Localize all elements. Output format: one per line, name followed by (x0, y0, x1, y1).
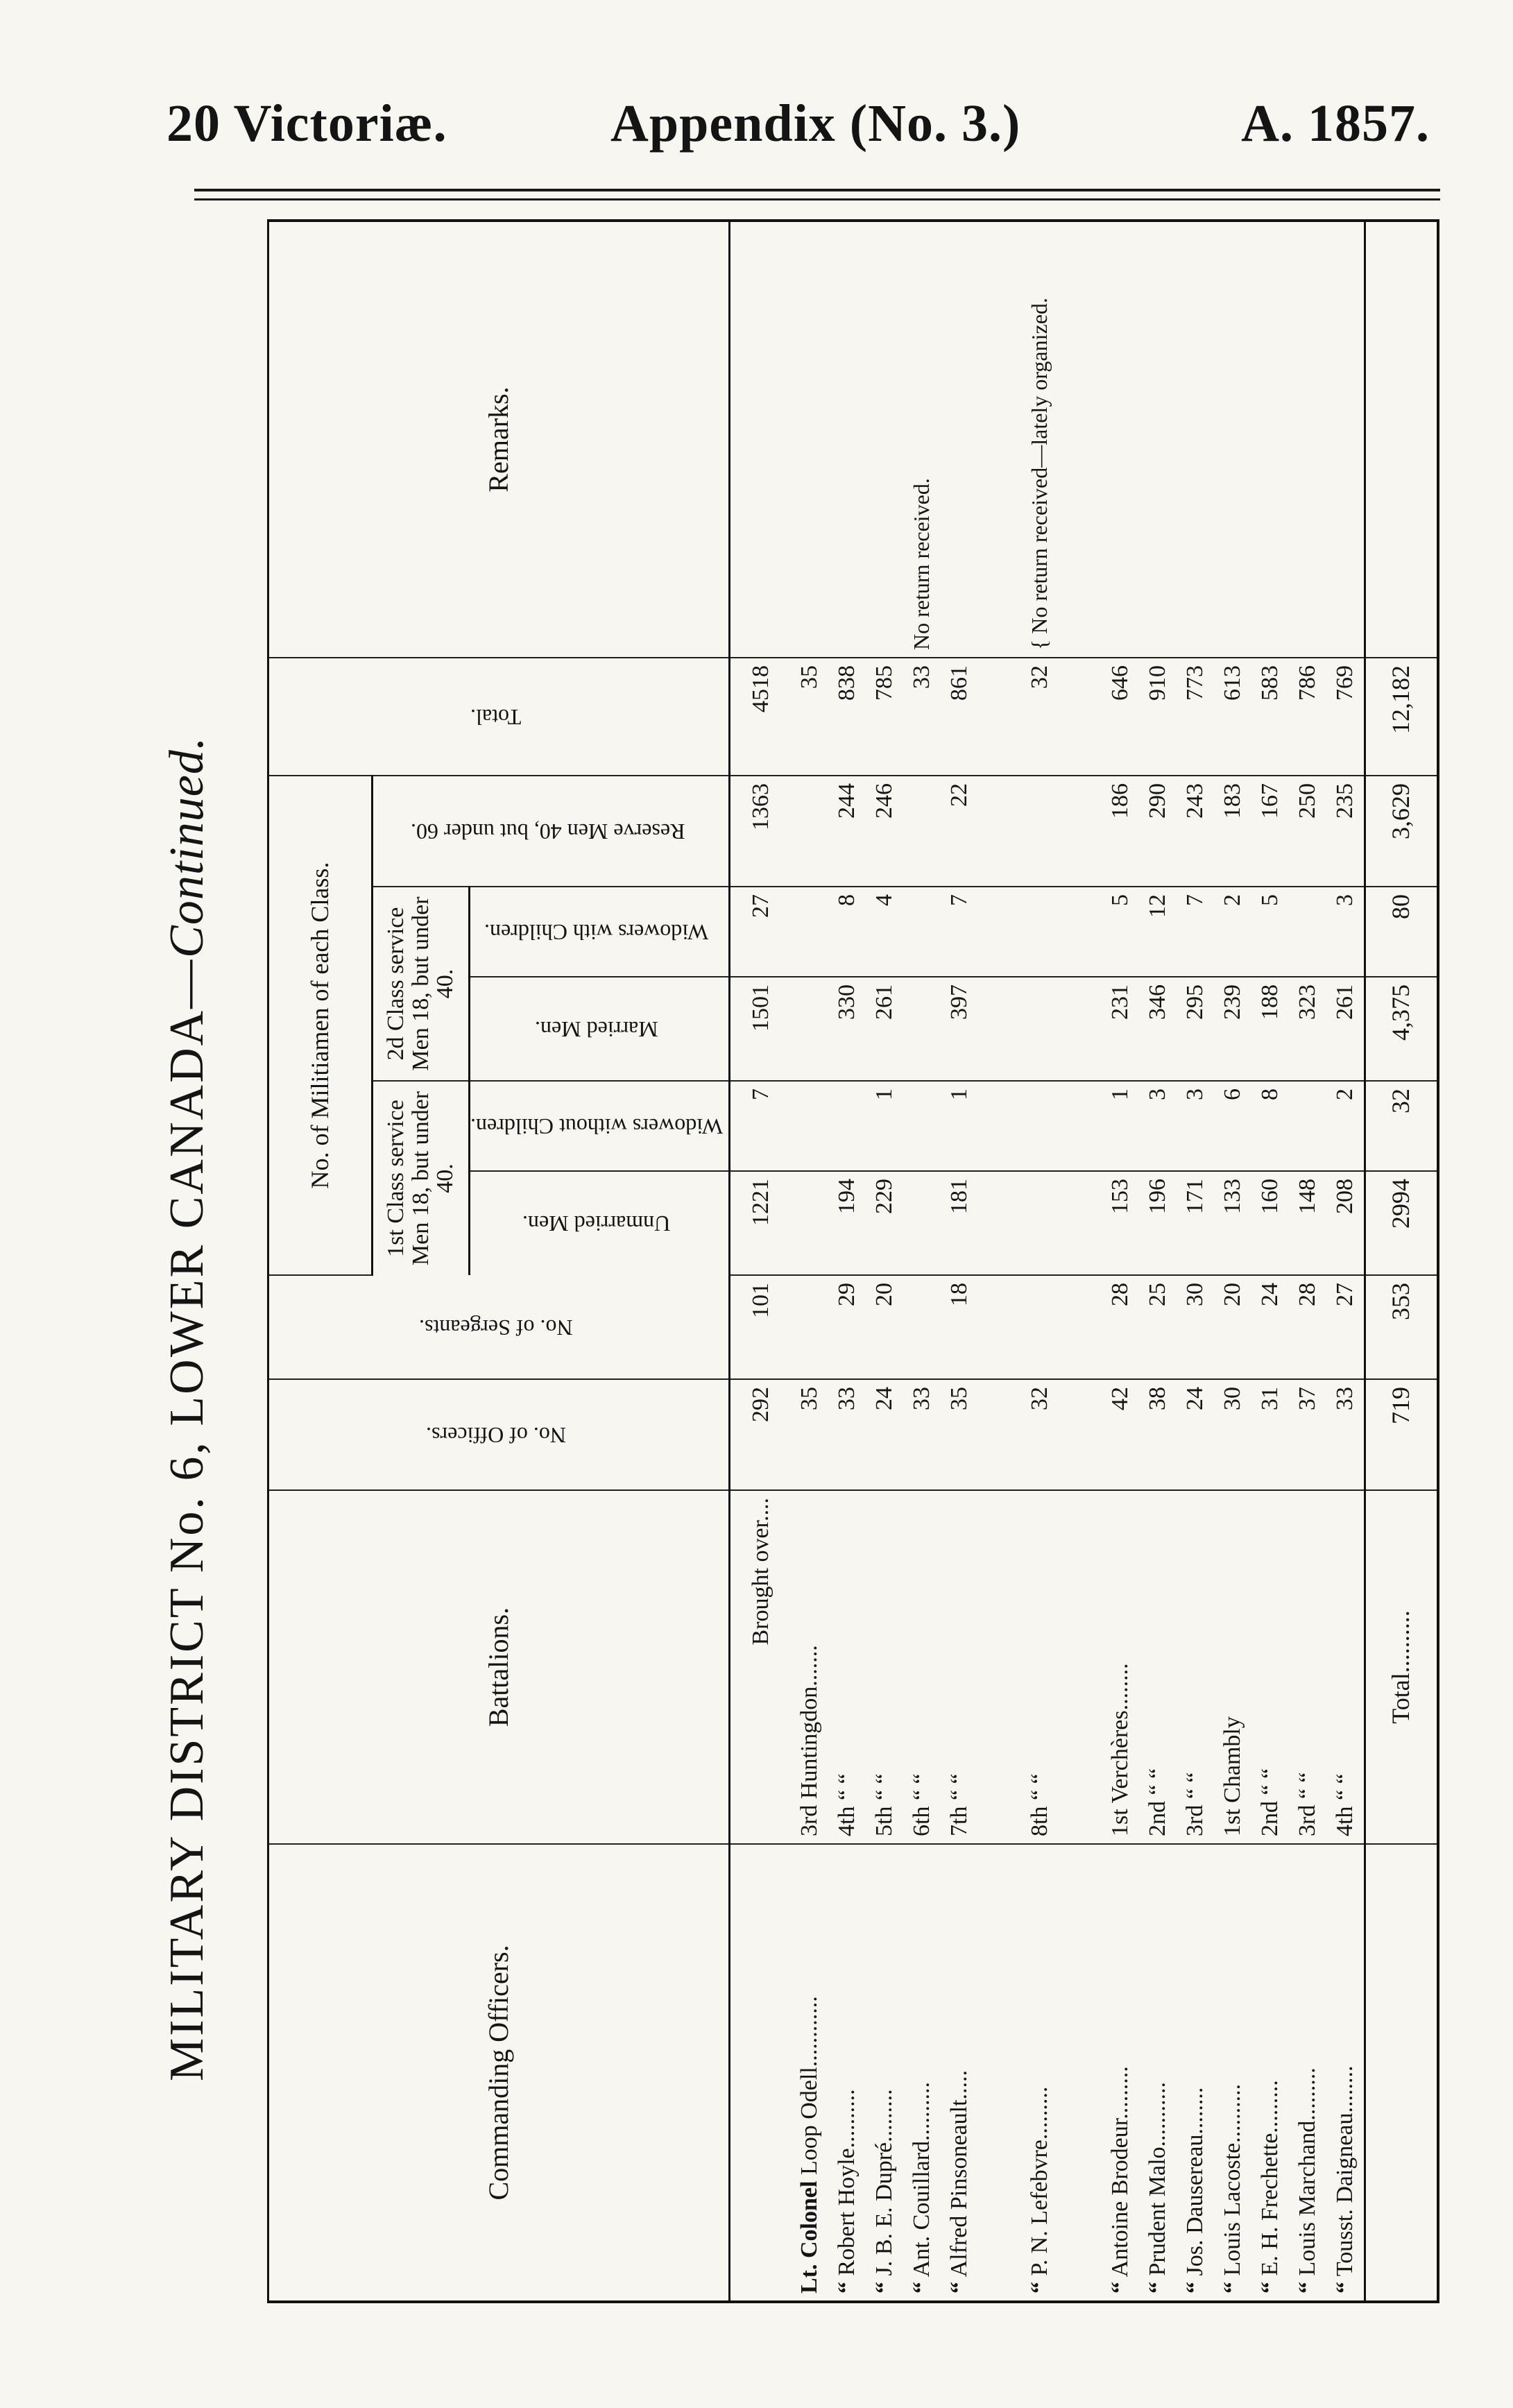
cell-unmarried: 153 (1102, 1171, 1139, 1275)
cell-total: 785 (866, 658, 903, 776)
battalion-cell (828, 1490, 866, 1844)
cell-unmarried: 229 (866, 1171, 903, 1275)
cell-sergeants: 28 (1102, 1275, 1139, 1379)
cell-unmarried: 208 (1326, 1171, 1365, 1275)
battalion-cell (1177, 1490, 1214, 1844)
col-no-officers-label: No. of Officers. (425, 1422, 566, 1448)
cell-married: 397 (941, 977, 978, 1081)
cell-married: 261 (1326, 977, 1365, 1081)
battalion-name: “ “ (871, 1773, 897, 1801)
officer-rank: “ (1257, 2282, 1283, 2294)
spacer-cell (978, 1171, 1021, 1275)
col-no-officers-header (268, 1379, 730, 1490)
col-battalions-header: Battalions. (268, 1490, 730, 1844)
battalion-name: “ “ (908, 1773, 934, 1801)
battalion-name: “ “ (1294, 1772, 1320, 1800)
officer-rank: “ (1332, 2282, 1358, 2294)
cell-total: 773 (1177, 658, 1214, 776)
battalion-cell (1102, 1490, 1139, 1844)
battalion-number: 4th (1332, 1806, 1358, 1836)
spacer-cell (978, 1844, 1021, 2302)
remarks-cell (1214, 221, 1251, 658)
total-sergeants: 353 (1365, 1275, 1438, 1379)
col-widowers-without-header (470, 1081, 730, 1171)
cell-officers: 33 (828, 1379, 866, 1490)
cell-w-without: 1 (866, 1081, 903, 1171)
cell-reserve (903, 776, 941, 887)
officer-rank: “ (1294, 2282, 1320, 2294)
battalion-number: 1st (1107, 1809, 1134, 1836)
battalion-number: 3rd (1182, 1804, 1208, 1836)
battalion-cell (729, 1490, 791, 1844)
remarks-cell (1177, 221, 1214, 658)
col-officers-header: Commanding Officers. (268, 1844, 730, 2302)
cell-officers: 32 (1021, 1379, 1059, 1490)
cell-unmarried: 196 (1139, 1171, 1177, 1275)
cell-married (1021, 977, 1059, 1081)
spacer-cell (1059, 977, 1102, 1081)
spacer-cell (1059, 1171, 1102, 1275)
officer-cell (791, 1844, 828, 2302)
spacer-cell (1059, 221, 1102, 658)
spacer-cell (1059, 776, 1102, 887)
cell-w-with: 3 (1326, 887, 1365, 977)
battalion-name: Huntingdon....... (796, 1645, 823, 1800)
battalion-number: 7th (946, 1806, 972, 1836)
battalion-cell (791, 1490, 828, 1844)
table-row (1251, 221, 1289, 2302)
officer-cell (1177, 1844, 1214, 2302)
cell-reserve (791, 776, 828, 887)
cell-unmarried: 1221 (729, 1171, 791, 1275)
remarks-cell: No return received. (903, 221, 941, 658)
cell-sergeants: 25 (1139, 1275, 1177, 1379)
battalion-cell (1214, 1490, 1251, 1844)
officer-name: Louis Lacoste.......... (1220, 2083, 1246, 2276)
officer-name: Prudent Malo........... (1145, 2081, 1171, 2276)
cell-total: 33 (903, 658, 941, 776)
col-unmarried-label: Unmarried Men. (522, 1211, 671, 1237)
officer-rank: Lt. Colonel (796, 2180, 823, 2294)
cell-sergeants: 29 (828, 1275, 866, 1379)
col-total-label: Total. (470, 704, 522, 730)
cell-total: 646 (1102, 658, 1139, 776)
cell-w-with: 27 (729, 887, 791, 977)
cell-total: 613 (1214, 658, 1251, 776)
officer-cell (1102, 1844, 1139, 2302)
officer-name: Alfred Pinsoneault..... (946, 2069, 972, 2278)
battalion-cell (866, 1490, 903, 1844)
officer-cell (903, 1844, 941, 2302)
title-continued: Continued. (160, 736, 214, 958)
cell-w-without (828, 1081, 866, 1171)
table-row (1214, 221, 1251, 2302)
spacer-cell (978, 1081, 1021, 1171)
title-main: MILITARY DISTRICT No. 6, LOWER CANADA— (160, 957, 214, 2081)
officer-name: J. B. E. Dupré......... (871, 2089, 897, 2276)
officer-name: Ant. Couillard.......... (908, 2081, 934, 2278)
spacer-cell (1059, 1844, 1102, 2302)
table-row (1059, 221, 1102, 2302)
cell-reserve: 183 (1214, 776, 1251, 887)
cell-unmarried: 171 (1177, 1171, 1214, 1275)
cell-married: 330 (828, 977, 866, 1081)
battalion-name: “ “ (1027, 1773, 1053, 1801)
cell-total: 786 (1289, 658, 1326, 776)
cell-reserve: 250 (1289, 776, 1326, 887)
cell-officers: 24 (1177, 1379, 1214, 1490)
cell-w-without: 1 (941, 1081, 978, 1171)
spacer-cell (978, 1275, 1021, 1379)
table-row (1021, 221, 1059, 2302)
cell-officers: 38 (1139, 1379, 1177, 1490)
spacer-cell (1059, 658, 1102, 776)
cell-sergeants: 28 (1289, 1275, 1326, 1379)
cell-w-with: 7 (1177, 887, 1214, 977)
officer-name: Louis Marchand......... (1294, 2067, 1320, 2276)
battalion-number: 1st (1220, 1809, 1246, 1836)
remarks-cell (791, 221, 828, 658)
header-rule-thin (194, 198, 1440, 200)
totals-row (1365, 221, 1438, 2302)
table-row (978, 221, 1021, 2302)
cell-married: 1501 (729, 977, 791, 1081)
col-reserve-label: Reserve Men 40, but under 60. (411, 819, 685, 844)
cell-married: 295 (1177, 977, 1214, 1081)
battalion-name: “ “ (1145, 1768, 1171, 1795)
battalion-cell (903, 1490, 941, 1844)
spacer-cell (978, 887, 1021, 977)
battalion-name: “ “ (1332, 1773, 1358, 1801)
cell-w-with: 2 (1214, 887, 1251, 977)
cell-reserve: 1363 (729, 776, 791, 887)
battalion-number: 8th (1027, 1806, 1053, 1836)
cell-w-without: 7 (729, 1081, 791, 1171)
rotated-table-container (267, 222, 1439, 2303)
officer-rank: “ (946, 2282, 972, 2294)
cell-married: 323 (1289, 977, 1326, 1081)
totals-remarks-cell (1365, 221, 1438, 658)
col-no-sergeants-header (268, 1275, 730, 1379)
battalion-number: 6th (908, 1806, 934, 1836)
officer-cell (1214, 1844, 1251, 2302)
cell-officers: 35 (791, 1379, 828, 1490)
officer-cell (828, 1844, 866, 2302)
officer-cell (1251, 1844, 1289, 2302)
cell-married: 239 (1214, 977, 1251, 1081)
col-widowers-with-label: Widowers with Children. (484, 919, 709, 945)
cell-officers: 35 (941, 1379, 978, 1490)
table-row (866, 221, 903, 2302)
battalion-number: 3rd (1294, 1804, 1320, 1836)
battalion-cell (1251, 1490, 1289, 1844)
cell-sergeants: 30 (1177, 1275, 1214, 1379)
cell-w-without (903, 1081, 941, 1171)
officer-rank: “ (1145, 2282, 1171, 2294)
cell-total: 32 (1021, 658, 1059, 776)
battalion-cell (1139, 1490, 1177, 1844)
total-total: 12,182 (1365, 658, 1438, 776)
cell-total: 35 (791, 658, 828, 776)
cell-officers: 42 (1102, 1379, 1139, 1490)
totals-empty-cell (1365, 1844, 1438, 2302)
militia-table (267, 219, 1439, 2303)
cell-w-without (791, 1081, 828, 1171)
table-row (1102, 221, 1139, 2302)
cell-w-with: 7 (941, 887, 978, 977)
cell-w-with: 8 (828, 887, 866, 977)
page-title (160, 486, 215, 2081)
cell-w-with (903, 887, 941, 977)
cell-w-without (1021, 1081, 1059, 1171)
officer-name: E. H. Frechette......... (1257, 2080, 1283, 2276)
spacer-cell (1059, 1081, 1102, 1171)
battalion-number: 5th (871, 1806, 897, 1836)
cell-sergeants: 20 (1214, 1275, 1251, 1379)
battalion-number: 3rd (796, 1804, 823, 1836)
col-no-sergeants-label: No. of Sergeants. (419, 1315, 573, 1340)
cell-reserve: 167 (1251, 776, 1289, 887)
spacer-cell (978, 221, 1021, 658)
remarks-cell (941, 221, 978, 658)
cell-reserve: 243 (1177, 776, 1214, 887)
battalion-number: 2nd (1145, 1801, 1171, 1836)
total-unmarried: 2994 (1365, 1171, 1438, 1275)
table-row (729, 221, 791, 2302)
col-reserve-header (373, 776, 730, 887)
cell-officers: 24 (866, 1379, 903, 1490)
remarks-cell (866, 221, 903, 658)
header-appendix: Appendix (No. 3.) (610, 94, 1021, 153)
cell-reserve: 246 (866, 776, 903, 887)
cell-unmarried: 133 (1214, 1171, 1251, 1275)
battalion-name: Chambly (1220, 1716, 1246, 1803)
cell-w-without: 8 (1251, 1081, 1289, 1171)
battalion-name: “ “ (1257, 1768, 1283, 1795)
col-remarks-header: Remarks. (268, 221, 730, 658)
cell-total: 769 (1326, 658, 1365, 776)
officer-name: Tousst. Daigneau........ (1332, 2065, 1358, 2277)
officer-rank: “ (908, 2282, 934, 2294)
cell-sergeants: 20 (866, 1275, 903, 1379)
officer-cell (1139, 1844, 1177, 2302)
cell-sergeants: 24 (1251, 1275, 1289, 1379)
col-group-header: No. of Militiamen of each Class. (268, 776, 373, 1275)
spacer-cell (978, 1379, 1021, 1490)
officer-cell (866, 1844, 903, 2302)
cell-total: 838 (828, 658, 866, 776)
table-row (1289, 221, 1326, 2302)
remarks-cell (1139, 221, 1177, 658)
table-body (729, 221, 1438, 2302)
remarks-cell (828, 221, 866, 658)
cell-total: 910 (1139, 658, 1177, 776)
spacer-cell (1059, 1490, 1102, 1844)
officer-cell (941, 1844, 978, 2302)
battalion-name: “ “ (946, 1773, 972, 1801)
cell-w-without: 6 (1214, 1081, 1251, 1171)
table-row (828, 221, 866, 2302)
cell-officers: 292 (729, 1379, 791, 1490)
cell-reserve (1021, 776, 1059, 887)
remarks-cell (1102, 221, 1139, 658)
cell-married: 346 (1139, 977, 1177, 1081)
cell-w-with (791, 887, 828, 977)
officer-cell (1289, 1844, 1326, 2302)
cell-w-with: 5 (1102, 887, 1139, 977)
officer-rank: “ (1220, 2282, 1246, 2294)
battalion-number: 2nd (1257, 1801, 1283, 1836)
cell-w-without: 2 (1326, 1081, 1365, 1171)
cell-unmarried: 181 (941, 1171, 978, 1275)
battalion-cell (1021, 1490, 1059, 1844)
officer-rank: “ (1107, 2282, 1134, 2294)
remarks-cell (1289, 221, 1326, 658)
officer-rank: “ (1027, 2282, 1053, 2294)
cell-sergeants (791, 1275, 828, 1379)
officer-cell (729, 1844, 791, 2302)
cell-w-without: 1 (1102, 1081, 1139, 1171)
officer-cell (1021, 1844, 1059, 2302)
remarks-cell (1251, 221, 1289, 658)
header-year: A. 1857. (1241, 94, 1430, 153)
cell-total: 861 (941, 658, 978, 776)
table-row (791, 221, 828, 2302)
col-widowers-with-header (470, 887, 730, 977)
cell-total: 583 (1251, 658, 1289, 776)
officer-name: Loop Odell............ (796, 1996, 823, 2176)
cell-w-without: 3 (1139, 1081, 1177, 1171)
battalion-name: “ “ (1182, 1772, 1208, 1800)
col-total-header (268, 658, 730, 776)
table-row (1326, 221, 1365, 2302)
cell-unmarried: 160 (1251, 1171, 1289, 1275)
col-first-class-header: 1st Class service Men 18, but under 40. (373, 1081, 470, 1275)
spacer-cell (1059, 887, 1102, 977)
col-married-label: Married Men. (535, 1016, 658, 1042)
cell-sergeants: 27 (1326, 1275, 1365, 1379)
cell-reserve: 290 (1139, 776, 1177, 887)
cell-officers: 37 (1289, 1379, 1326, 1490)
cell-married: 261 (866, 977, 903, 1081)
cell-unmarried (903, 1171, 941, 1275)
total-w-without: 32 (1365, 1081, 1438, 1171)
cell-reserve: 244 (828, 776, 866, 887)
col-unmarried-header (470, 1171, 730, 1275)
cell-w-without (1289, 1081, 1326, 1171)
spacer-cell (1059, 1275, 1102, 1379)
officer-rank: “ (1182, 2282, 1208, 2294)
cell-w-with (1289, 887, 1326, 977)
battalion-cell (1289, 1490, 1326, 1844)
total-married: 4,375 (1365, 977, 1438, 1081)
table-row (941, 221, 978, 2302)
total-officers: 719 (1365, 1379, 1438, 1490)
cell-officers: 33 (903, 1379, 941, 1490)
officer-cell (1326, 1844, 1365, 2302)
total-reserve: 3,629 (1365, 776, 1438, 887)
cell-sergeants (903, 1275, 941, 1379)
officer-name: Antoine Brodeur......... (1107, 2066, 1134, 2278)
cell-unmarried (791, 1171, 828, 1275)
table-row (1177, 221, 1214, 2302)
cell-officers: 31 (1251, 1379, 1289, 1490)
battalion-cell (941, 1490, 978, 1844)
battalion-name: Verchères........ (1107, 1663, 1134, 1804)
battalion-name: “ “ (834, 1773, 860, 1801)
header-session: 20 Victoriæ. (166, 94, 447, 153)
cell-sergeants: 101 (729, 1275, 791, 1379)
totals-label: Total.......... (1365, 1490, 1438, 1844)
officer-name: P. N. Lefebvre......... (1027, 2086, 1053, 2276)
remarks-cell: { No return received—lately organized. (1021, 221, 1059, 658)
remarks-cell (729, 221, 791, 658)
cell-w-with: 5 (1251, 887, 1289, 977)
cell-officers: 30 (1214, 1379, 1251, 1490)
cell-w-with: 12 (1139, 887, 1177, 977)
cell-reserve: 235 (1326, 776, 1365, 887)
spacer-cell (978, 977, 1021, 1081)
cell-total: 4518 (729, 658, 791, 776)
cell-unmarried: 194 (828, 1171, 866, 1275)
cell-reserve: 22 (941, 776, 978, 887)
officer-name: Jos. Dausereau........ (1182, 2087, 1208, 2276)
cell-unmarried (1021, 1171, 1059, 1275)
cell-sergeants (1021, 1275, 1059, 1379)
cell-w-with (1021, 887, 1059, 977)
officer-rank: “ (871, 2282, 897, 2294)
cell-w-without: 3 (1177, 1081, 1214, 1171)
spacer-cell (1059, 1379, 1102, 1490)
table-row (903, 221, 941, 2302)
header-rule (194, 189, 1440, 191)
battalion-cell (1326, 1490, 1365, 1844)
col-second-class-header: 2d Class service Men 18, but under 40. (373, 887, 470, 1081)
total-w-with: 80 (1365, 887, 1438, 977)
cell-married: 188 (1251, 977, 1289, 1081)
cell-married (903, 977, 941, 1081)
officer-rank: “ (834, 2282, 860, 2294)
battalion-name: Brought over.... (747, 1498, 773, 1646)
cell-sergeants: 18 (941, 1275, 978, 1379)
spacer-cell (978, 658, 1021, 776)
spacer-cell (978, 1490, 1021, 1844)
cell-officers: 33 (1326, 1379, 1365, 1490)
cell-married: 231 (1102, 977, 1139, 1081)
table-row (1139, 221, 1177, 2302)
col-married-header (470, 977, 730, 1081)
remarks-cell (1326, 221, 1365, 658)
spacer-cell (978, 776, 1021, 887)
battalion-number: 4th (834, 1806, 860, 1836)
cell-w-with: 4 (866, 887, 903, 977)
cell-unmarried: 148 (1289, 1171, 1326, 1275)
officer-name: Robert Hoyle.......... (834, 2089, 860, 2276)
cell-reserve: 186 (1102, 776, 1139, 887)
cell-married (791, 977, 828, 1081)
col-widowers-without-label: Widowers without Children. (470, 1113, 723, 1139)
